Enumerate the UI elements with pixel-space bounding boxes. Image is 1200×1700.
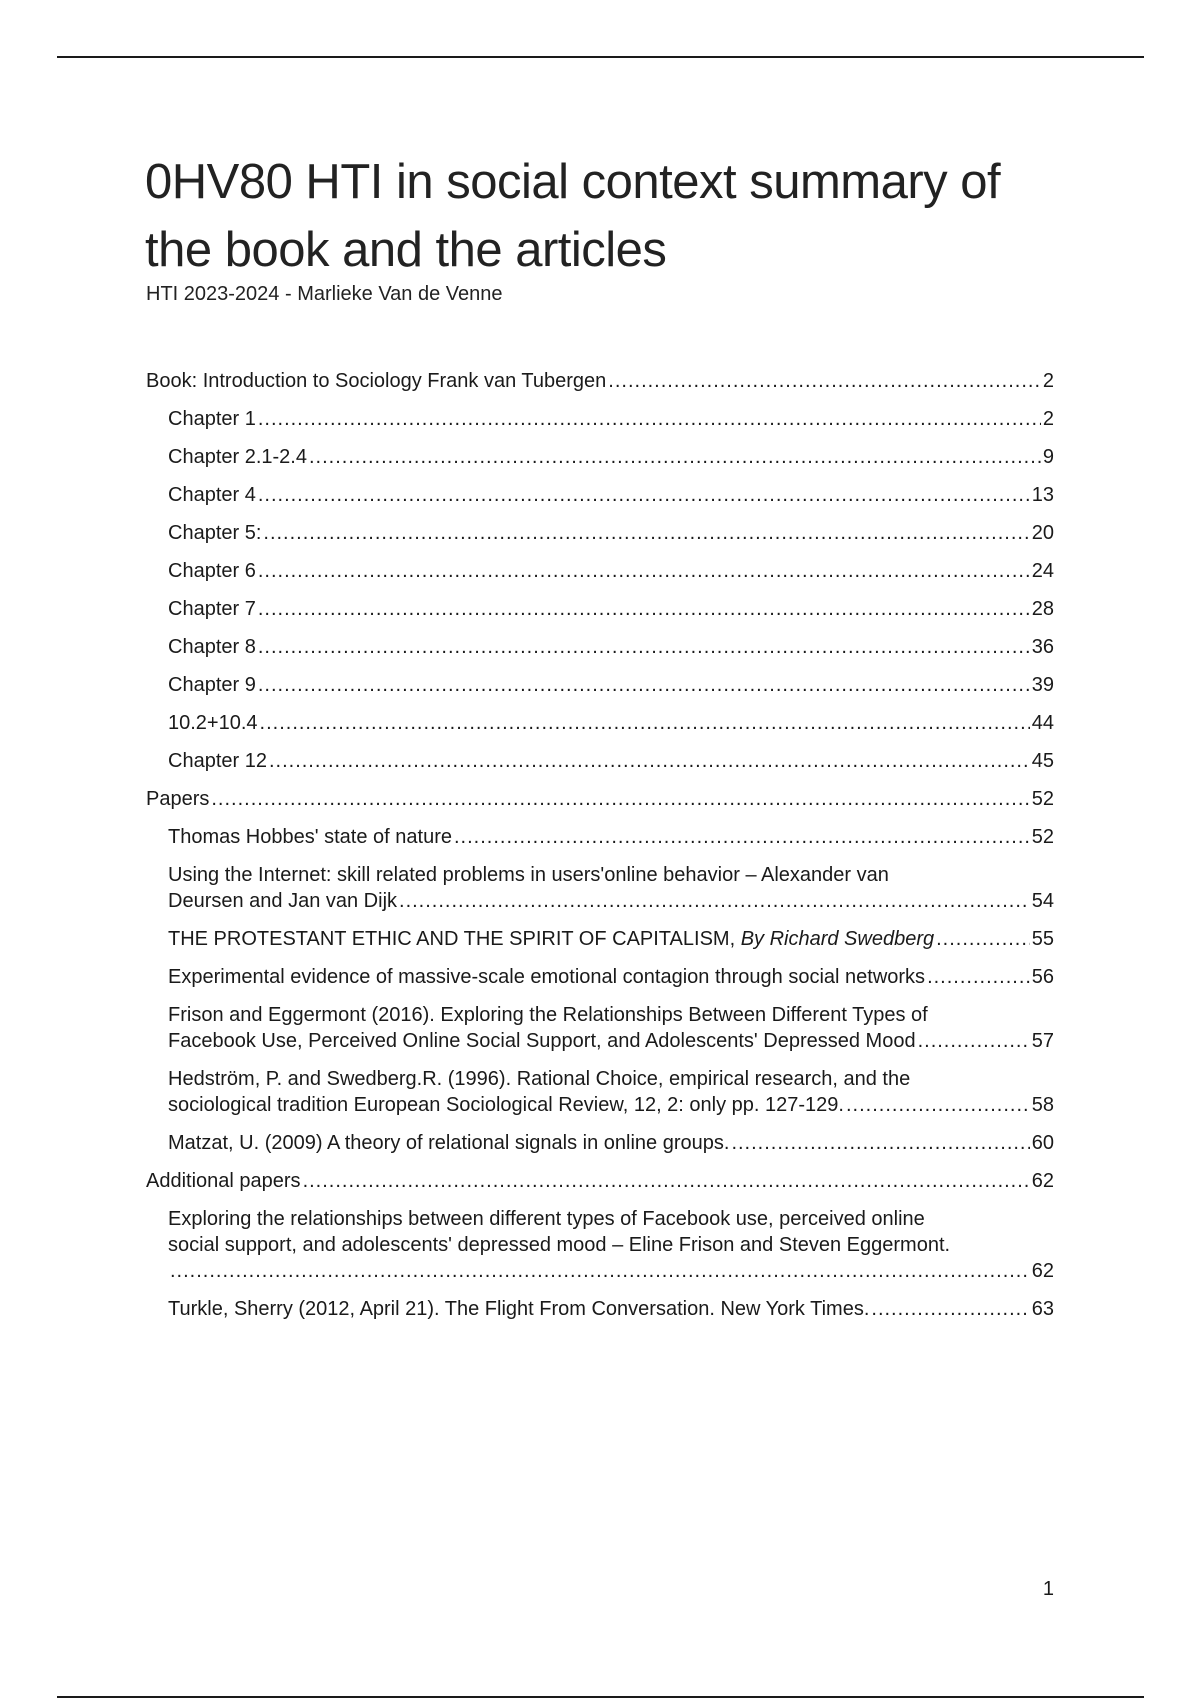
toc-entry-label: Chapter 4 <box>168 484 256 506</box>
toc-entry-page: 52 <box>1031 788 1054 810</box>
dot-leader <box>303 1168 1030 1194</box>
toc-entry-page: 55 <box>1031 928 1054 950</box>
dot-leader <box>846 1092 1030 1118</box>
toc-entry-page: 63 <box>1031 1298 1054 1320</box>
toc-entry-page: 39 <box>1031 674 1054 696</box>
dot-leader <box>258 634 1030 660</box>
toc-entry-label: Facebook Use, Perceived Online Social Support, and Adolescents' Depressed Mood <box>168 1030 916 1052</box>
toc-entry-page: 45 <box>1031 750 1054 772</box>
toc-entry-label: Chapter 1 <box>168 408 256 430</box>
toc-entry-label: Deursen and Jan van Dijk <box>168 890 398 912</box>
toc-entry[interactable] <box>146 1130 1054 1156</box>
dot-leader <box>263 520 1029 546</box>
dot-leader <box>211 786 1029 812</box>
toc-entry[interactable] <box>146 786 1054 812</box>
toc-entry-page: 62 <box>1031 1260 1054 1282</box>
document-subtitle: HTI 2023-2024 - Marlieke Van de Venne <box>146 283 503 305</box>
dot-leader <box>399 888 1030 914</box>
toc-entry-first-line: Frison and Eggermont (2016). Exploring the Relationships Between Different Types of <box>168 1004 928 1026</box>
toc-entry-label: Turkle, Sherry (2012, April 21). The Flight From Conversation. New York Times. <box>168 1298 870 1320</box>
toc-entry-second-line: social support, and adolescents' depressed mood – Eline Frison and Steven Eggermont. <box>168 1234 951 1256</box>
dot-leader <box>258 558 1030 584</box>
toc-entry-page: 54 <box>1031 890 1054 912</box>
toc-entry-page: 57 <box>1031 1030 1054 1052</box>
toc-entry[interactable] <box>146 926 1054 952</box>
toc-entry[interactable] <box>146 558 1054 584</box>
toc-entry[interactable] <box>146 672 1054 698</box>
toc-entry[interactable] <box>146 824 1054 850</box>
toc-entry-first-line: Exploring the relationships between different types of Facebook use, perceived online <box>168 1208 925 1230</box>
dot-leader <box>258 406 1041 432</box>
toc-entry-label: Book: Introduction to Sociology Frank van Tubergen <box>146 370 607 392</box>
toc-entry[interactable] <box>146 1206 1054 1284</box>
toc-entry-label: Papers <box>146 788 210 810</box>
toc-entry-first-line: Using the Internet: skill related problems in users'online behavior – Alexander van <box>168 864 889 886</box>
dot-leader <box>258 596 1030 622</box>
toc-entry-page: 62 <box>1031 1170 1054 1192</box>
dot-leader <box>871 1296 1029 1322</box>
toc-entry-page: 56 <box>1031 966 1054 988</box>
toc-entry-page: 9 <box>1042 446 1054 468</box>
toc-entry-page: 58 <box>1031 1094 1054 1116</box>
toc-entry-page: 28 <box>1031 598 1054 620</box>
page-number: 1 <box>1042 1578 1054 1600</box>
dot-leader <box>731 1130 1029 1156</box>
toc-entry-label: Experimental evidence of massive-scale emotional contagion through social networks <box>168 966 926 988</box>
document-title: 0HV80 HTI in social context summary of the book and the articles <box>145 155 1001 277</box>
toc-entry-label: Chapter 12 <box>168 750 267 772</box>
toc-entry[interactable] <box>146 862 1054 914</box>
toc-entry[interactable] <box>146 368 1054 394</box>
toc-entry[interactable] <box>146 1296 1054 1322</box>
toc-entry[interactable] <box>146 964 1054 990</box>
toc-entry[interactable] <box>146 1002 1054 1054</box>
toc-entry-label: Chapter 5: <box>168 522 262 544</box>
toc-entry[interactable] <box>146 596 1054 622</box>
toc-entry-first-line: Hedström, P. and Swedberg.R. (1996). Rational Choice, empirical research, and the <box>168 1068 911 1090</box>
toc-entry-label: Chapter 9 <box>168 674 256 696</box>
toc-entry[interactable] <box>146 634 1054 660</box>
toc-entry-page: 20 <box>1031 522 1054 544</box>
toc-entry-label: Chapter 6 <box>168 560 256 582</box>
toc-entry-label-italic: By Richard Swedberg <box>740 928 935 950</box>
toc-entry-page: 60 <box>1031 1132 1054 1154</box>
toc-entry-label: Matzat, U. (2009) A theory of relational signals in online groups. <box>168 1132 730 1154</box>
toc-entry[interactable] <box>146 710 1054 736</box>
toc-entry-page: 13 <box>1031 484 1054 506</box>
toc-entry[interactable] <box>146 1066 1054 1118</box>
dot-leader <box>927 964 1030 990</box>
toc-entry-page: 44 <box>1031 712 1054 734</box>
table-of-contents <box>146 368 1054 1334</box>
dot-leader <box>258 672 1030 698</box>
toc-entry-label: Chapter 8 <box>168 636 256 658</box>
dot-leader <box>936 926 1030 952</box>
footer-rule <box>57 1696 1144 1698</box>
dot-leader <box>309 444 1041 470</box>
toc-entry-page: 24 <box>1031 560 1054 582</box>
toc-entry-label: sociological tradition European Sociological Review, 12, 2: only pp. 127-129. <box>168 1094 844 1116</box>
dot-leader <box>170 1258 1030 1284</box>
dot-leader <box>918 1028 1030 1054</box>
dot-leader <box>260 710 1030 736</box>
toc-entry-page: 36 <box>1031 636 1054 658</box>
dot-leader <box>608 368 1041 394</box>
toc-entry[interactable] <box>146 1168 1054 1194</box>
toc-entry-label: Chapter 7 <box>168 598 256 620</box>
toc-entry[interactable] <box>146 444 1054 470</box>
toc-entry[interactable] <box>146 482 1054 508</box>
toc-entry-label: Additional papers <box>146 1170 301 1192</box>
toc-entry[interactable] <box>146 748 1054 774</box>
toc-entry-label: Thomas Hobbes' state of nature <box>168 826 452 848</box>
toc-entry-page: 2 <box>1042 370 1054 392</box>
dot-leader <box>454 824 1030 850</box>
toc-entry-label: Chapter 2.1-2.4 <box>168 446 307 468</box>
dot-leader <box>258 482 1030 508</box>
header-rule <box>57 56 1144 58</box>
dot-leader <box>269 748 1030 774</box>
toc-entry-page: 2 <box>1042 408 1054 430</box>
toc-entry[interactable] <box>146 406 1054 432</box>
toc-entry-page: 52 <box>1031 826 1054 848</box>
toc-entry-label: THE PROTESTANT ETHIC AND THE SPIRIT OF CAPITALISM, <box>168 928 741 950</box>
toc-entry[interactable] <box>146 520 1054 546</box>
toc-entry-label: 10.2+10.4 <box>168 712 258 734</box>
